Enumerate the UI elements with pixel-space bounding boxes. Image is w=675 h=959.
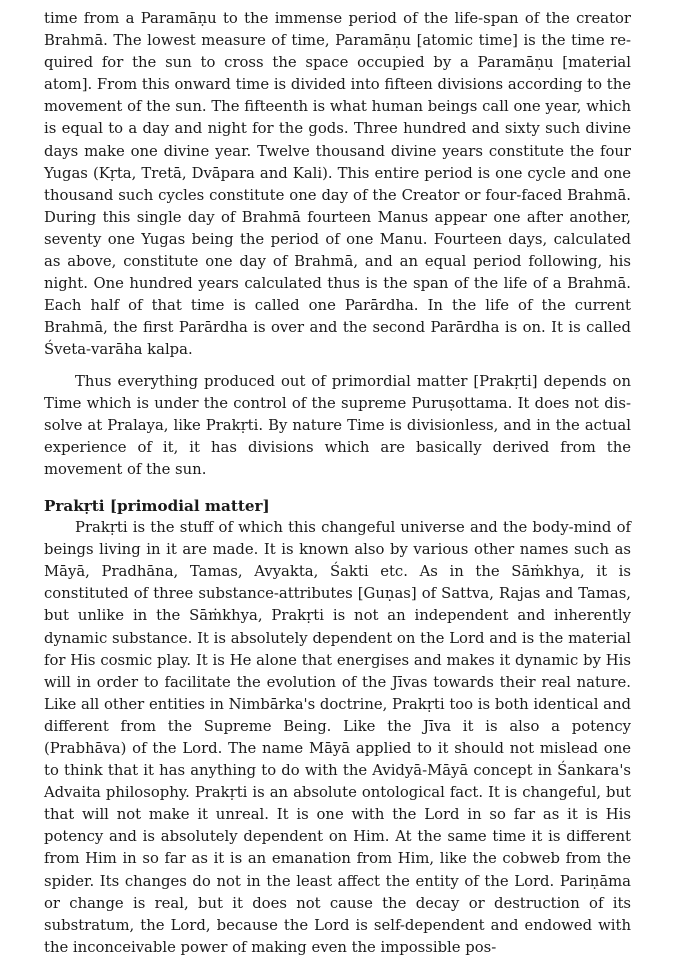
paragraph-prakrti: Prakṛti is the stuff of which this changeful universe and the body-mind of beings living in it are made. It is known also by various other names such as Māyā, Pradhāna, Tamas, Avyakta, Śakti etc. As in the Sāṁkhya, it is constituted of three substance-attributes [Guṇas] of Sattva, Rajas and Tamas, but unlike in the Sāṁkhya, Prakṛti is not an independent and inherently dynamic substance. It is absolutely dependent on the Lord and is the material for His cosmic play. It is He alone that energises and makes it dynamic by His will in order to facilitate the evolution of the Jīvas towards their real nature. Like all other entities in Nimbārka's doctrine, Prakṛti too is both identical and different from the Supreme Being. Like the Jīva it is also a potency (Prabhāva) of the Lord. The name Māyā applied to it should not mislead one to think that it has anything to do with the Avidyā-Māyā concept in Śankara's Advaita philosophy. Prakṛti is an absolute ontological fact. It is changeful, but that will not make it unreal. It is one with the Lord in so far as it is His potency and is absolutely dependent on Him. At the same time it is different from Him in so far as it is an emanation from Him, like the cobweb from the spider. Its changes do not in the least affect the entity of the Lord. Pariṇāma or change is real, but it does not cause the decay or destruction of its substratum, the Lord, because the Lord is self-dependent and endowed with the inconceivable power of making even the impossible pos- [44, 519, 631, 956]
page-body [44, 8, 631, 959]
paragraph-time-continued: time from a Paramāṇu to the immense period of the life-span of the creator Brahmā. The lowest measure of time, Paramāṇu [atomic time] is the time required for the sun to cross the space occupied by a Paramāṇu [material atom]. From this onward time is divided into fifteen divisions according to the movement of the sun. The fifteenth is what human beings call one year, which is equal to a day and night for the gods. Three hundred and sixty such divine days make one divine year. Twelve thousand divine years constitute the four Yugas (Kṛta, Tretā, Dvāpara and Kali). This entire period is one cycle and one thousand such cycles constitute one day of the Creator or four-faced Brahmā. During this single day of Brahmā fourteen Manus appear one after another, seventy one Yugas being the period of one Manu. Fourteen days, calculated as above, constitute one day of Brahmā, and an equal period following, his night. One hundred years calculated thus is the span of the life of a Brahmā. Each half of that time is called one Parārdha. In the life of the current Brahmā, the first Parārdha is over and the second Parārdha is on. It is called Śveta-varāha kalpa. [44, 10, 631, 359]
paragraph-time-dependence: Thus everything produced out of primordial matter [Prakṛti] depends on Time which is under the control of the supreme Puruṣottama. It does not dissolve at Pralaya, like Prakṛti. By nature Time is divisionless, and in the actual experience of it, it has divisions which are basically derived from the movement of the sun. [44, 372, 631, 478]
section-heading-prakrti: Prakṛti [primodial matter] [44, 496, 270, 515]
